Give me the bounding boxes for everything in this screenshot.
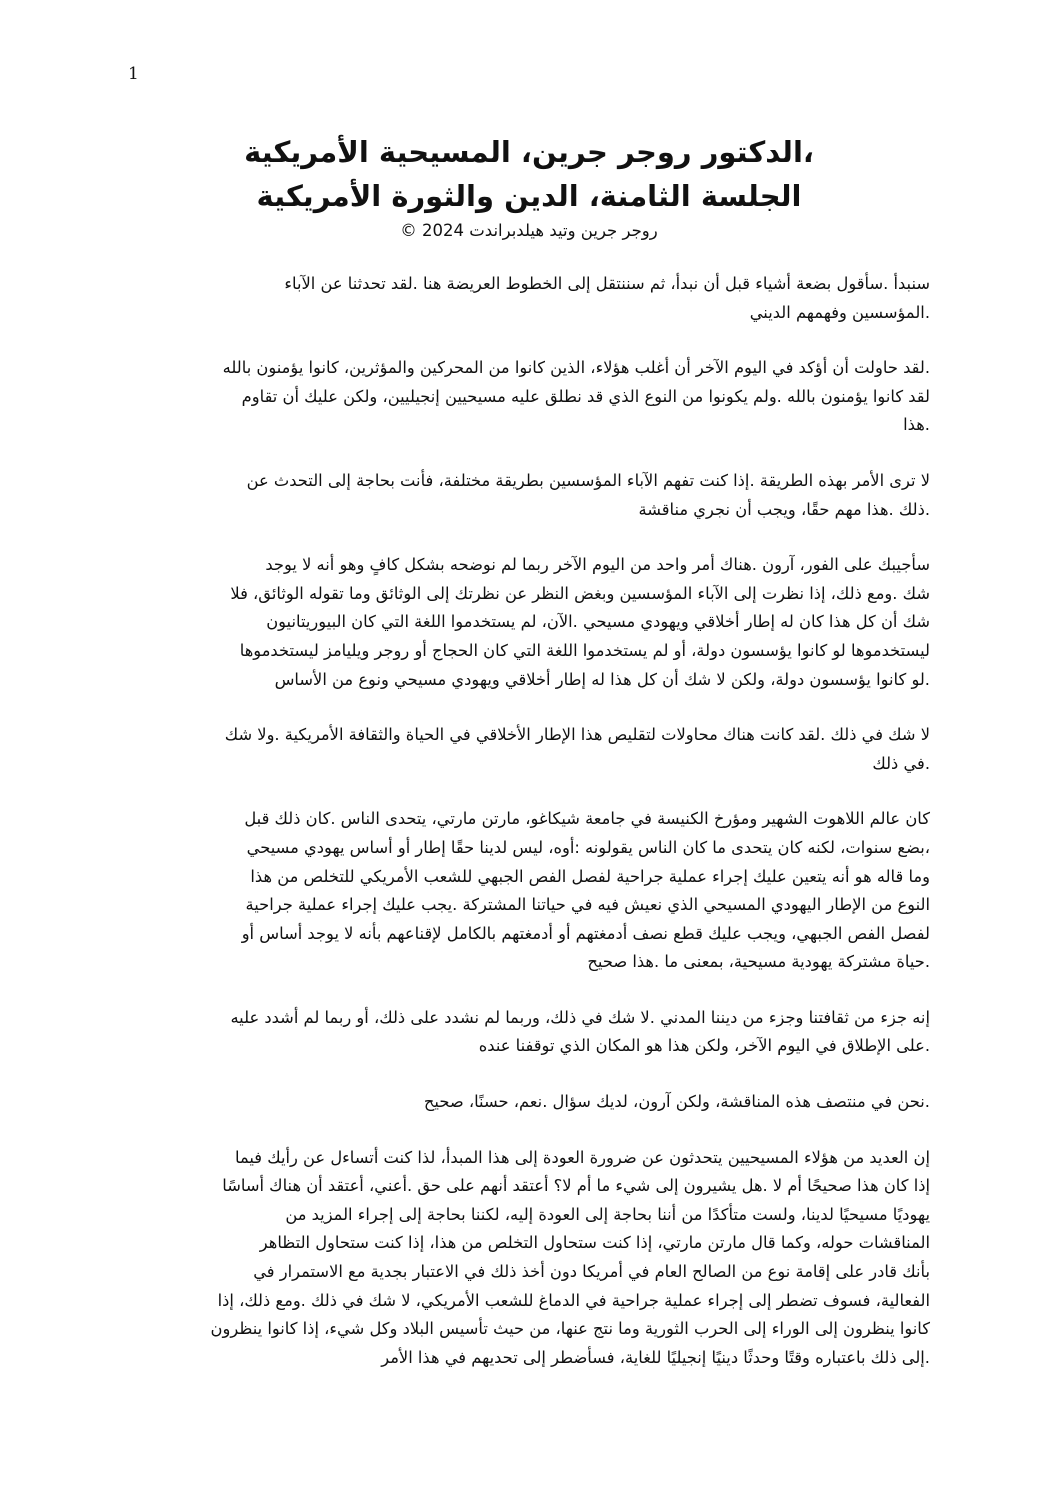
paragraph-line: كان عالم اللاهوت الشهير ومؤرخ الكنيسة في جامعة شيكاغو، مارتن مارتي، يتحدى الناس .كان ذلك قبل <box>244 809 930 829</box>
paragraph-line: لا ترى الأمر بهذه الطريقة .إذا كنت تفهم الآباء المؤسسين بطريقة مختلفة، فأنت بحاجة إلى التحدث عن <box>246 470 930 490</box>
page-number: 1 <box>128 64 139 84</box>
paragraph-line: إن العديد من هؤلاء المسيحيين يتحدثون عن ضرورة العودة إلى هذا المبدأ، لذا كنت أتساءل عن رأيك فيما <box>234 1147 930 1167</box>
paragraph-line: .في ذلك <box>872 753 930 773</box>
paragraph-line: يهوديًا مسيحيًا لدينا، ولست متأكدًا من أننا بحاجة إلى العودة إليه، لكننا بحاجة إلى إجراء المزيد من <box>285 1204 930 1224</box>
paragraph-line: الفعالية، فسوف تضطر إلى إجراء عملية جراحية في الدماغ للشعب الأمريكي، لا شك في ذلك .ومع ذلك، إذا <box>217 1290 930 1310</box>
paragraph <box>130 354 930 440</box>
title-line-1: ،الدكتور روجر جرين، المسيحية الأمريكية <box>244 135 814 169</box>
paragraph-line: لفصل الفص الجبهي، ويجب عليك قطع نصف أدمغتهم أو أدمغتهم بالكامل لإقناعهم بأنه لا يوجد أساس أو <box>241 923 930 943</box>
paragraph <box>130 551 930 694</box>
paragraph <box>130 1088 930 1117</box>
paragraph-line: كانوا ينظرون إلى الوراء إلى الحرب الثورية وما نتج عنها، من حيث تأسيس البلاد وكل شيء، إذا كانوا ينظرون <box>210 1319 930 1339</box>
paragraph-line: شك أن كل هذا كان له إطار أخلاقي ويهودي مسيحي .الآن، لم يستخدموا اللغة التي كان البيوريتانيون <box>266 612 930 632</box>
paragraph-line: لا شك في ذلك .لقد كانت هناك محاولات لتقليص هذا الإطار الأخلاقي في الحياة والثقافة الأمريكية .ولا شك <box>224 725 930 745</box>
body-text <box>130 270 930 1399</box>
paragraph-line: إذا كان هذا صحيحًا أم لا .هل يشيرون إلى شيء ما أم لا؟ أعتقد أنهم على حق .أعني، أعتقد أن هناك أساسًا <box>222 1176 930 1196</box>
paragraph-line: .حياة مشتركة يهودية مسيحية، بمعنى ما .هذا صحيح <box>587 952 930 972</box>
paragraph-line: .نحن في منتصف هذه المناقشة، ولكن آرون، لديك سؤال .نعم، حسنًا، صحيح <box>423 1092 930 1112</box>
paragraph-line: وما قاله هو أنه يتعين عليك إجراء عملية جراحية لفصل الفص الجبهي للشعب الأمريكي للتخلص من هذا <box>250 866 930 886</box>
paragraph-line: سأجيبك على الفور، آرون .هناك أمر واحد من اليوم الآخر ربما لم نوضحه بشكل كافٍ وهو أنه لا يوجد <box>265 555 930 575</box>
paragraph-line: إنه جزء من ثقافتنا وجزء من ديننا المدني .لا شك في ذلك، وربما لم نشدد على ذلك، أو ربما لم أشدد عليه <box>230 1007 930 1027</box>
paragraph-line: .لقد حاولت أن أؤكد في اليوم الآخر أن أغلب هؤلاء، الذين كانوا من المحركين والمؤثرين، كانوا يؤمنون بالله <box>222 358 930 378</box>
paragraph-line: .إلى ذلك باعتباره وقتًا وحدثًا دينيًا إنجيليًا للغاية، فسأضطر إلى تحديهم في هذا الأمر <box>381 1347 930 1367</box>
paragraph-line: .المؤسسين وفهمهم الديني <box>749 302 930 322</box>
paragraph <box>130 270 930 327</box>
paragraph <box>130 721 930 778</box>
paragraph <box>130 1144 930 1373</box>
paragraph-line: المناقشات حوله، وكما قال مارتن مارتي، إذا كنت ستحاول التخلص من هذا، إذا كنت ستحاول التظاهر <box>259 1233 930 1253</box>
paragraph-line: شك .ومع ذلك، إذا نظرت إلى الآباء المؤسسين وبغض النظر عن نظرتك إلى الوثائق وما تقوله الوثائق، فلا <box>230 583 930 603</box>
title-block <box>130 130 928 244</box>
paragraph-line: بأنك قادر على إقامة نوع من الصالح العام في أمريكا دون أخذ ذلك في الاعتبار بجدية مع الاستمرار في <box>253 1262 930 1282</box>
paragraph <box>130 1004 930 1061</box>
paragraph-line: .هذا <box>903 415 930 435</box>
paragraph-line: .لو كانوا يؤسسون دولة، ولكن لا شك أن كل هذا له إطار أخلاقي ويهودي مسيحي ونوع من الأساس <box>274 669 930 689</box>
paragraph <box>130 467 930 524</box>
title-line-2: الجلسة الثامنة، الدين والثورة الأمريكية <box>256 179 802 213</box>
paragraph <box>130 805 930 977</box>
paragraph-line: .ذلك .هذا مهم حقًا، ويجب أن نجري مناقشة <box>638 499 930 519</box>
paragraph-line: لقد كانوا يؤمنون بالله .ولم يكونوا من النوع الذي قد نطلق عليه مسيحيين إنجيليين، ولكن عليك أن تقاوم <box>241 386 930 406</box>
paragraph-line: ،بضع سنوات، لكنه كان يتحدى ما كان الناس يقولونه :أوه، ليس لدينا حقًا إطار أو أساس يهودي مسيحي <box>246 837 930 857</box>
paragraph-line: .على الإطلاق في اليوم الآخر، ولكن هذا هو المكان الذي توقفنا عنده <box>478 1036 930 1056</box>
copyright-line: روجر جرين وتيد هيلدبراندت 2024 © <box>400 221 658 240</box>
paragraph-line: النوع من الإطار اليهودي المسيحي الذي نعيش فيه في حياتنا المشتركة .يجب عليك إجراء عملية جراحية <box>245 895 930 915</box>
paragraph-line: سنبدأ .سأقول بضعة أشياء قبل أن نبدأ، ثم سننتقل إلى الخطوط العريضة هنا .لقد تحدثنا عن الآباء <box>284 274 930 293</box>
paragraph-line: ليستخدموها لو كانوا يؤسسون دولة، أو لم يستخدموا اللغة التي كان الحجاج أو روجر ويليامز ليستخدموها <box>239 640 930 660</box>
